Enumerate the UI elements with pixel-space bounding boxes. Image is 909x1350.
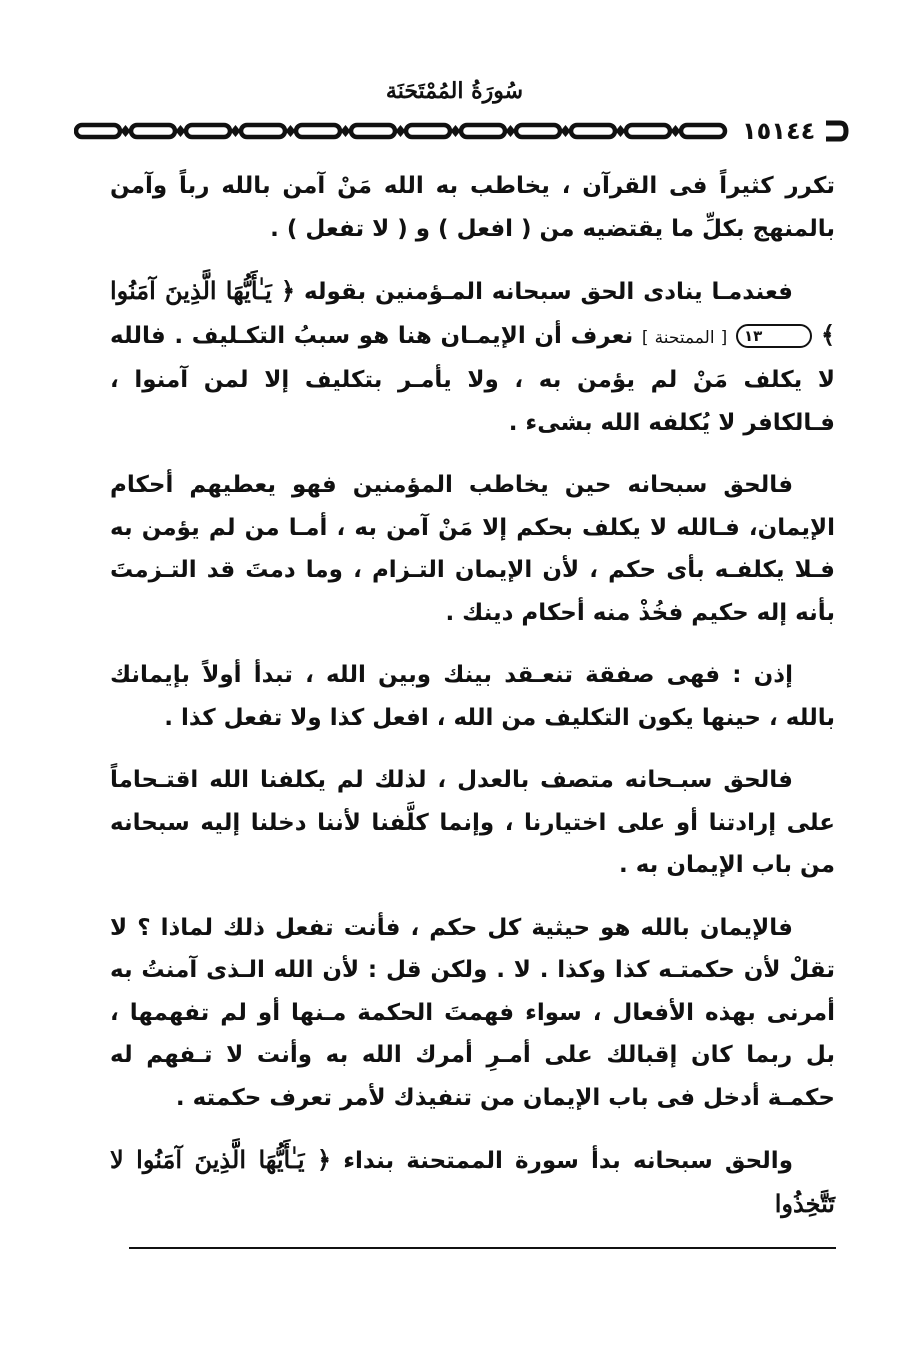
paragraph-4: إذن : فهى صفقة تنعـقد بينك وبين الله ، تبدأ أولاً بإيمانك بالله ، حينها يكون التكليف من الله ، افعل كذا ولا تفعل كذا . bbox=[110, 662, 835, 731]
chain-link bbox=[516, 125, 560, 137]
surah-reference: [ الممتحنة ] bbox=[641, 327, 728, 348]
corner-ornament-icon bbox=[822, 119, 850, 143]
footer-rule bbox=[129, 1247, 836, 1249]
verse-number-badge: ١٣ bbox=[736, 324, 812, 348]
chain-link bbox=[461, 125, 505, 137]
chain-diamond bbox=[671, 125, 681, 137]
ornamental-chain-border bbox=[74, 116, 739, 146]
paragraph-6: فالإيمان بالله هو حيثية كل حكم ، فأنت تفعل ذلك لماذا ؟ لا تقلْ لأن حكمتـه كذا وكذا . لا . ولكن قل : لأن الله الـذى آمنتُ به أمرنى بهذه الأفعال ، سواء فهمتَ الحكمة مـنها أو لم تفهمها ، بل ربما كان إقبالك على أمـرِ أمرك الله به وأنت لا تـفهم له حكمـة أدخل فى باب الإيمان من تنفيذك لأمر تعرف حكمته . bbox=[110, 914, 835, 1111]
paragraph-7 bbox=[110, 1139, 835, 1226]
chain-diamond bbox=[121, 125, 131, 137]
chain-link bbox=[296, 125, 340, 137]
chain-diamond bbox=[396, 125, 406, 137]
quran-verse: ﴿ يَـٰأَيُّهَا الَّذِينَ آمَنُوا ﴾ bbox=[110, 276, 835, 349]
paragraph-2 bbox=[110, 270, 835, 444]
chain-diamond bbox=[231, 125, 241, 137]
chain-link bbox=[186, 125, 230, 137]
page-body bbox=[110, 165, 835, 1246]
chain-diamond bbox=[561, 125, 571, 137]
chain-diamond bbox=[341, 125, 351, 137]
chain-link bbox=[76, 125, 120, 137]
quran-verse-opening: ﴿ يَـٰأَيُّهَا الَّذِينَ آمَنُوا لا تَتَّخِذُوا bbox=[110, 1145, 835, 1218]
paragraph-5: فالحق سبـحانه متصف بالعدل ، لذلك لم يكلفنا الله اقتـحاماً على إرادتنا أو على اختيارنا ، وإنما كلَّفنا لأننا دخلنا إليه سبحانه من باب الإيمان به . bbox=[110, 767, 835, 878]
chain-link bbox=[571, 125, 615, 137]
chain-diamond bbox=[451, 125, 461, 137]
chain-link bbox=[681, 125, 725, 137]
chain-link bbox=[351, 125, 395, 137]
paragraph-7-intro: والحق سبحانه بدأ سورة الممتحنة بنداء bbox=[343, 1148, 793, 1174]
chain-diamond bbox=[286, 125, 296, 137]
chain-link bbox=[406, 125, 450, 137]
paragraph-2-intro: فعندمـا ينادى الحق سبحانه المـؤمنين بقوله bbox=[303, 279, 793, 305]
chain-link bbox=[241, 125, 285, 137]
page-number: ١٥١٤٤ bbox=[742, 117, 816, 145]
paragraph-1: تكرر كثيراً فى القرآن ، يخاطب به الله مَنْ آمن بالله رباً وآمن بالمنهج بكلِّ ما يقتضيه من ( افعل ) و ( لا تفعل ) . bbox=[110, 173, 835, 242]
chain-link bbox=[626, 125, 670, 137]
paragraph-3: فالحق سبحانه حين يخاطب المؤمنين فهو يعطيهم أحكام الإيمان، فـالله لا يكلف بحكم إلا مَنْ آمن به ، أمـا من لم يؤمن به فـلا يكلفـه بأى حكم ، لأن الإيمان التـزام ، وما دمتَ قد التـزمتَ بأنه إله حكيم فخُذْ منه أحكام دينك . bbox=[110, 472, 835, 626]
page-header bbox=[74, 116, 854, 146]
chain-diamond bbox=[506, 125, 516, 137]
chain-link bbox=[131, 125, 175, 137]
chain-diamond bbox=[176, 125, 186, 137]
chain-diamond bbox=[616, 125, 626, 137]
surah-title: سُورَةُ المُمْتَحَنَة bbox=[385, 78, 524, 104]
paragraph-2-body: نعرف أن الإيمـان هنا هو سببُ التكـليف . فالله لا يكلف مَنْ لم يؤمن به ، ولا يأمـر بتكليف إلا لمن آمنوا ، فـالكافر لا يُكلفه الله بشىء . bbox=[110, 322, 835, 436]
